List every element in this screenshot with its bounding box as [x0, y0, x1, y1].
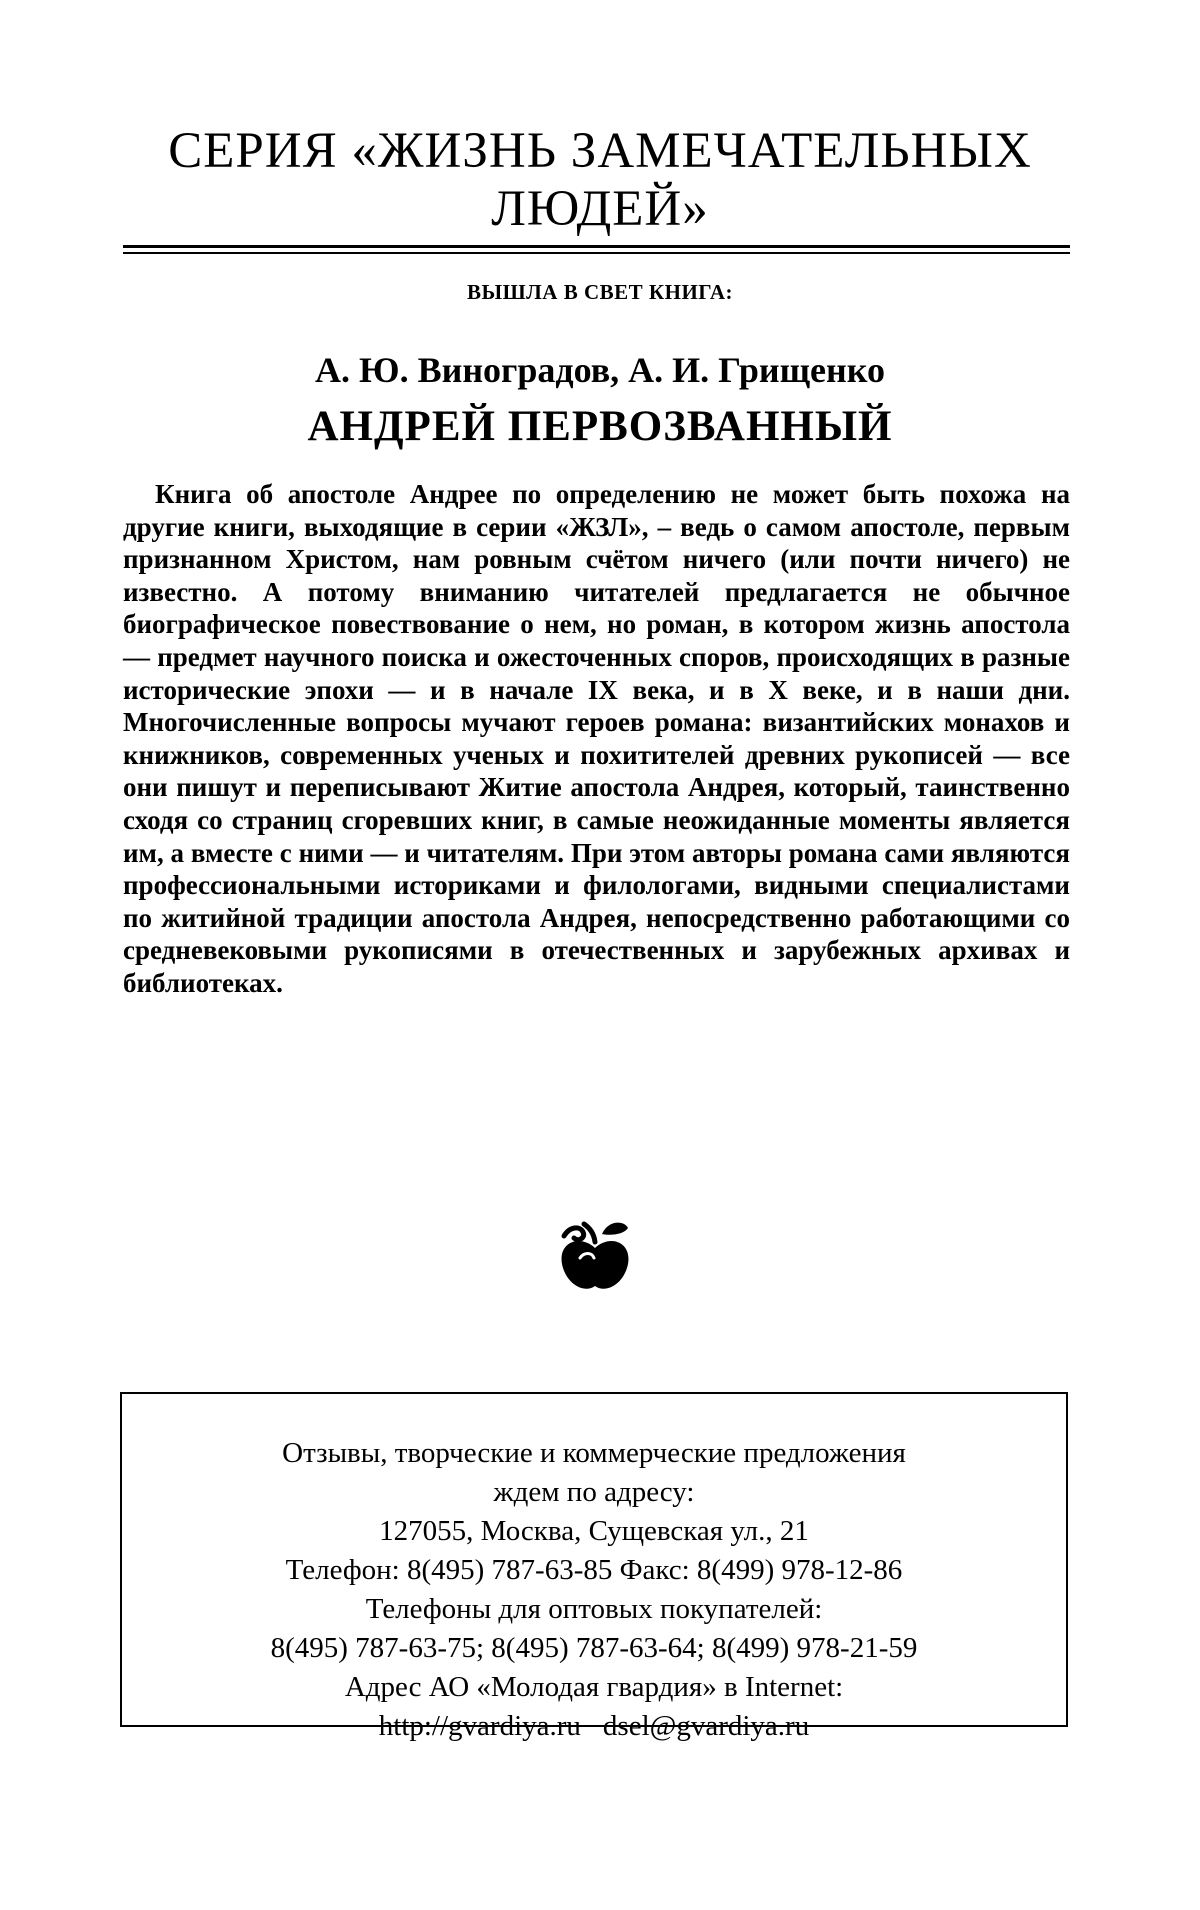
book-description: Книга об апостоле Андрее по определению не может быть похожа на другие книги, выходящие в серии «ЖЗЛ», – ведь о самом апостоле, первым признанном Христом, нам ровным счётом ничего (или почти ничего) не известно. А потому вниманию читателей предлагается не обычное биографическое повествование о нем, но роман, в котором жизнь апостола — предмет научного поиска и ожесточенных споров, происходящих в разные исторические эпохи — и в начале IX века, и в X веке, и в наши дни. Многочисленные вопросы мучают героев романа: византийских монахов и книжников, современных ученых и похитителей древних рукописей — все они пишут и переписывают Житие апостола Андрея, который, таинственно сходя со страниц сгоревших книг, в самые неожиданные моменты является им, а вместе с ними — и читателям. При этом авторы романа сами являются профессиональными историками и филологами, видными специалистами по житийной традиции апостола Андрея, непосредственно работающими со средневековыми рукописями в отечественных и зарубежных архивах и библиотеках. — [123, 479, 1070, 998]
phone-fax: Телефон: 8(495) 787-63-85 Факс: 8(499) 978-12-86 — [285, 1554, 903, 1586]
postal-address: 127055, Москва, Сущевская ул., 21 — [379, 1515, 809, 1547]
web-links — [122, 1707, 1066, 1746]
contact-text — [122, 1434, 1066, 1746]
series-title — [110, 122, 1090, 238]
series-title-line-2: ЛЮДЕЙ» — [491, 181, 709, 237]
contact-box — [120, 1392, 1068, 1742]
email-link[interactable]: dsel@gvardiya.ru — [602, 1710, 810, 1742]
wholesale-phones: 8(495) 787-63-75; 8(495) 787-63-64; 8(499) 978-21-59 — [270, 1632, 918, 1664]
title-rule-top — [123, 245, 1070, 248]
website-link[interactable]: http://gvardiya.ru — [378, 1710, 581, 1742]
contact-invitation: Отзывы, творческие и коммерческие предложения — [282, 1437, 906, 1469]
internet-label: Адрес АО «Молодая гвардия» в Internet: — [344, 1671, 844, 1703]
title-rule-bottom — [123, 252, 1070, 254]
book-title: АНДРЕЙ ПЕРВОЗВАННЫЙ — [307, 403, 893, 450]
book-authors: А. Ю. Виноградов, А. И. Грищенко — [315, 350, 885, 390]
contact-invitation-cont: ждем по адресу: — [493, 1476, 695, 1508]
announcement: ВЫШЛА В СВЕТ КНИГА: — [466, 280, 734, 304]
wholesale-label: Телефоны для оптовых покупателей: — [365, 1593, 823, 1625]
publisher-fleuron-icon — [550, 1212, 640, 1302]
series-title-line-1: СЕРИЯ «ЖИЗНЬ ЗАМЕЧАТЕЛЬНЫХ — [168, 123, 1032, 179]
